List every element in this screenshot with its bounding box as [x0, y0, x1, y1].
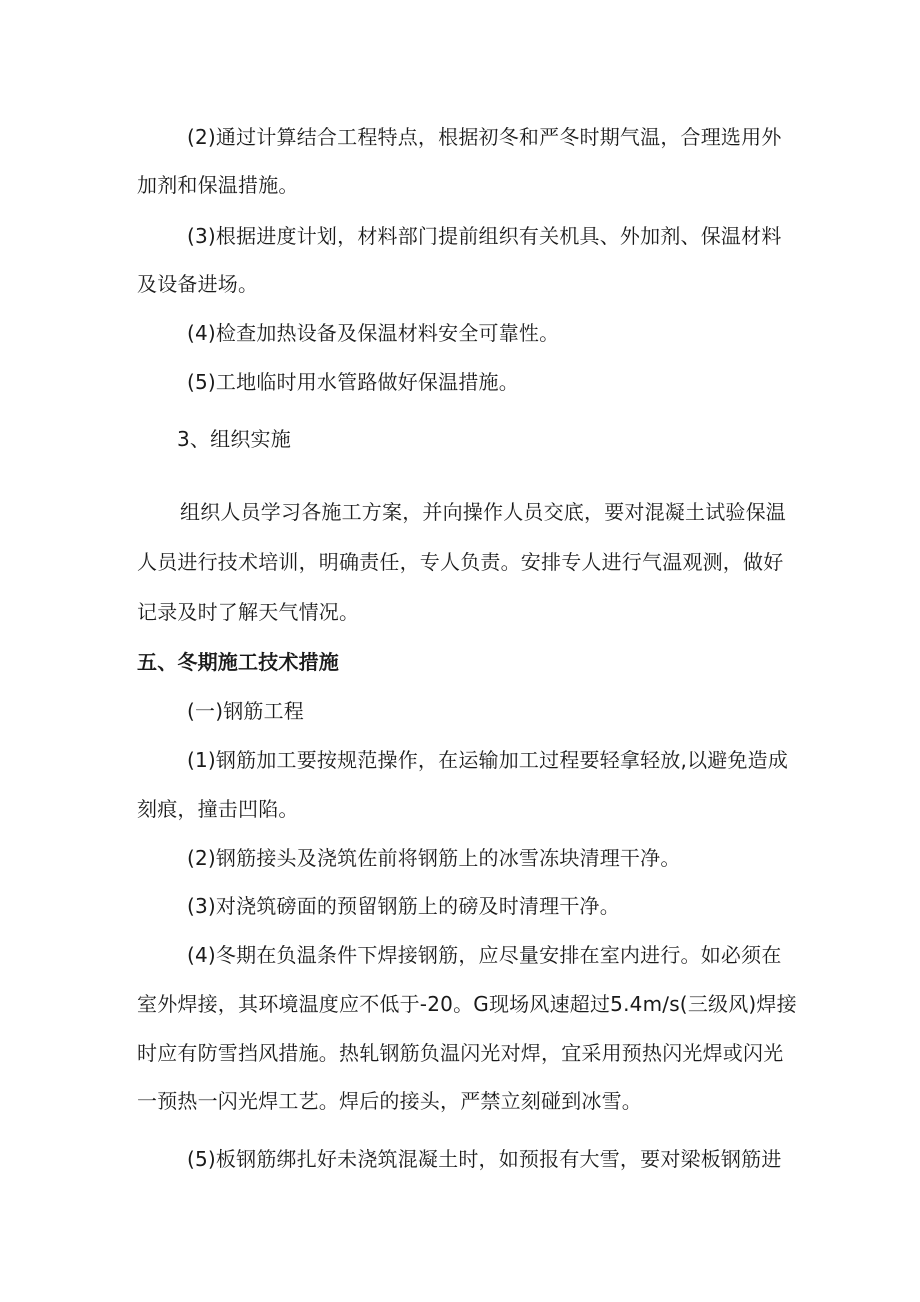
- subsection-heading: (一)钢筋工程: [187, 699, 305, 723]
- text-line: (5)板钢筋绑扎好未浇筑混凝土时，如预报有大雪，要对梁板钢筋进: [187, 1147, 782, 1171]
- text-line: 组织人员学习各施工方案，并向操作人员交底，要对混凝土试验保温: [180, 500, 786, 524]
- text-line: 及设备进场。: [137, 272, 259, 296]
- text-line: (2)钢筋接头及浇筑佐前将钢筋上的冰雪冻块清理干净。: [187, 846, 681, 870]
- text-line: 刻痕，撞击凹陷。: [137, 797, 299, 821]
- text-line: (4)检查加热设备及保温材料安全可靠性。: [187, 321, 560, 345]
- text-line: (5)工地临时用水管路做好保温措施。: [187, 370, 519, 394]
- chapter-heading: 五、冬期施工技术措施: [137, 650, 339, 674]
- text-line: (2)通过计算结合工程特点，根据初冬和严冬时期气温，合理选用外: [187, 125, 782, 149]
- text-line: (1)钢筋加工要按规范操作，在运输加工过程要轻拿轻放,以避免造成: [187, 748, 789, 772]
- text-line: 人员进行技术培训，明确责任，专人负责。安排专人进行气温观测，做好: [137, 550, 784, 574]
- text-line: 记录及时了解天气情况。: [137, 600, 360, 624]
- text-line: 加剂和保温措施。: [137, 173, 299, 197]
- text-line: (4)冬期在负温条件下焊接钢筋，应尽量安排在室内进行。如必须在: [187, 943, 782, 967]
- text-line: 室外焊接，其环境温度应不低于-20。G现场风速超过5.4m∕s(三级风)焊接: [137, 992, 797, 1016]
- text-line: (3)根据进度计划，材料部门提前组织有关机具、外加剂、保温材料: [187, 224, 782, 248]
- text-line: (3)对浇筑磅面的预留钢筋上的磅及时清理干净。: [187, 894, 620, 918]
- section-heading: 3、组织实施: [177, 427, 291, 451]
- text-line: 时应有防雪挡风措施。热轧钢筋负温闪光对焊，宜采用预热闪光焊或闪光: [137, 1041, 784, 1065]
- text-line: 一预热一闪光焊工艺。焊后的接头，严禁立刻碰到冰雪。: [137, 1089, 642, 1113]
